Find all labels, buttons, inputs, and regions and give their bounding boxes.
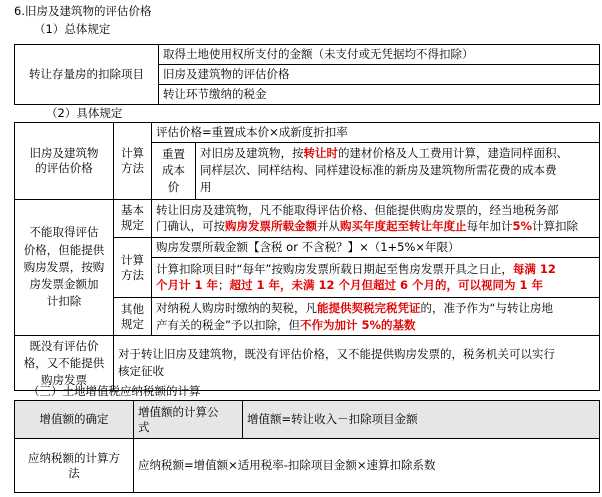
inv-label-5: 计扣除 (46, 294, 82, 309)
calc2-label-1: 计算 (121, 252, 144, 267)
basic-l2-d: 计算扣除 (532, 219, 579, 234)
oth-l2-a: 产有关的税金”予以扣除，但 (156, 317, 300, 332)
tax-payable-formula: 应纳税额=增值额×适用税率-扣除项目金额×速算扣除系数 (134, 439, 600, 493)
yr-l2-hl1: 个月计 1 年 (156, 278, 219, 293)
basic-l2-a: 门确认，可按 (156, 219, 225, 234)
sec3-heading: （三）土地增值税应纳税额的计算 (28, 384, 201, 398)
deduction-item-1: 取得土地使用权所支付的金额（未支付或无凭据均不得扣除） (159, 45, 600, 65)
basic-rule-text (152, 199, 600, 237)
yr-l1-a: 计算扣除项目时“每年”按购房发票所载日期起至售房发票开具之日止， (156, 261, 513, 276)
basic-label-2: 规定 (121, 218, 144, 233)
rc-line-1: 重置 (162, 146, 185, 161)
invoice-formula: 购房发票所载金额【含税 or 不含税？】×（1+5%×年限） (152, 238, 600, 258)
yr-l2-hl2: 超过 1 年，未满 12 个月但超过 6 个月的，可以视同为 1 年 (229, 278, 544, 293)
sec2-heading: （2）具体规定 (46, 106, 123, 120)
inv-label-2: 价格，但能提供 (23, 242, 105, 257)
basic-l2-hl3: 5% (512, 219, 533, 234)
basic-l2-hl1: 购房发票所载金额 (225, 219, 317, 234)
appraisal-price-label (15, 123, 114, 200)
other-rule-text (152, 297, 600, 335)
rc-line-3: 价 (167, 180, 180, 195)
value-added-formula-label (134, 401, 243, 439)
invoice-deduction-label (15, 199, 114, 336)
oth-l1-a: 对纳税人购房时缴纳的契税，凡 (156, 300, 317, 315)
section-title: 6.旧房及建筑物的评估价格 (14, 4, 152, 18)
year-count-rule (152, 257, 600, 297)
calc2-label-2: 方法 (121, 267, 144, 282)
rc-desc-b: 的建材价格及人工费用计算，建造同样面积、 (338, 145, 568, 160)
no-appraisal-label (15, 336, 114, 391)
inv-label-4: 房发票金额加 (29, 277, 99, 292)
tax-payable-label (15, 439, 134, 493)
basic-label-1: 基本 (121, 203, 144, 218)
replacement-cost-desc (196, 142, 600, 199)
value-added-formula: 增值额=转让收入－扣除项目金额 (243, 401, 600, 439)
basic-line-1: 转让旧房及建筑物，凡不能取得评估价格、但能提供购房发票的，经当地税务部 (156, 202, 559, 217)
table-specific-rules (14, 122, 600, 391)
appraisal-formula: 评估价格=重置成本价×成新度折扣率 (152, 123, 600, 143)
assessed-collection-text (114, 336, 600, 391)
value-added-label: 增值额的确定 (15, 401, 134, 439)
oth-l1-b: 的，准予作为“与转让房地 (420, 300, 553, 315)
other-rule-label (114, 297, 152, 335)
calc-method-line-1: 计算 (121, 145, 144, 160)
calc-method-line-2: 方法 (121, 160, 144, 175)
table-overall-rules (14, 44, 600, 105)
rc-desc-line-2: 同样层次、同样结构、同样建设标准的新房及建筑物所需花费的成本费 (200, 163, 557, 178)
va-mid-2: 式 (138, 419, 150, 434)
noapp-2: 格，又不能提供 (23, 355, 105, 370)
table-tax-calc (14, 400, 600, 493)
noapp-3: 购房发票 (41, 372, 87, 387)
rc-desc-line-3: 用 (200, 180, 212, 195)
rc-line-2: 成本 (162, 163, 185, 178)
oth-l1-hl: 能提供契税完税凭证 (317, 300, 421, 315)
other-label-2: 规定 (121, 316, 144, 331)
sec1-heading: （1）总体规定 (34, 22, 111, 36)
other-label-1: 其他 (121, 301, 144, 316)
replacement-cost-label (152, 142, 196, 199)
assess-line-1: 对于转让旧房及建筑物，既没有评估价格，又不能提供购房发票的，税务机关可以实行 (118, 347, 555, 362)
inv-label-3: 购房发票，按购 (23, 259, 105, 274)
deduction-item-3: 转让环节缴纳的税金 (159, 84, 600, 104)
va-mid-1: 增值额的计算公 (138, 404, 219, 419)
calc-label-2 (114, 238, 152, 298)
tp-label-1: 应纳税额的计算方 (28, 450, 120, 465)
assess-line-2: 核定征收 (118, 364, 164, 379)
yr-l1-hl: 每满 12 (512, 261, 556, 276)
noapp-1: 既没有评估价 (29, 339, 99, 354)
inv-label-1: 不能取得评估 (29, 225, 99, 240)
appraisal-label-line-2: 的评估价格 (35, 160, 93, 175)
basic-rule-label (114, 199, 152, 237)
rc-desc-highlight: 转让时 (303, 145, 338, 160)
basic-l2-hl2: 购买年度起至转让年度止 (340, 219, 467, 234)
rc-desc-a: 对旧房及建筑物，按 (200, 145, 304, 160)
tp-label-2: 法 (68, 465, 80, 480)
appraisal-label-line-1: 旧房及建筑物 (29, 145, 99, 160)
basic-l2-b: 并从 (317, 219, 340, 234)
deduction-item-2: 旧房及建筑物的评估价格 (159, 65, 600, 85)
calc-method-label (114, 123, 152, 200)
oth-l2-hl: 不作为加计 5%的基数 (299, 317, 416, 332)
yr-l2-sep: ； (218, 278, 230, 293)
deduction-label: 转让存量房的扣除项目 (15, 45, 159, 105)
basic-l2-c: 每年加计 (466, 219, 513, 234)
